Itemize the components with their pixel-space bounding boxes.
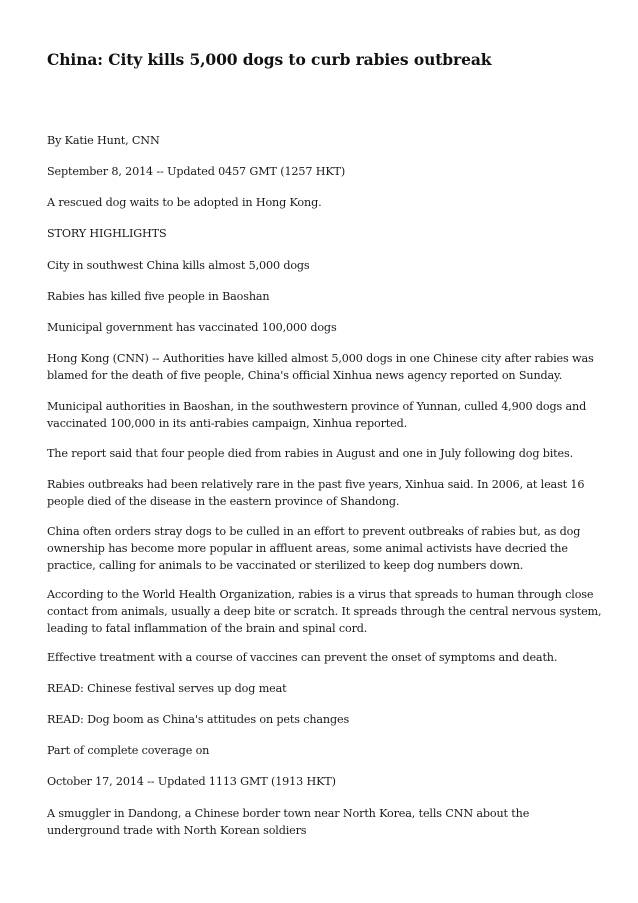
- related-summary: A smuggler in Dandong, a Chinese border town near North Korea, tells CNN about the underground trade with North Korean soldiers: [47, 807, 530, 837]
- body-paragraph: Effective treatment with a course of vaccines can prevent the onset of symptoms and death.: [47, 651, 558, 664]
- article-title: China: City kills 5,000 dogs to curb rabies outbreak: [47, 50, 492, 69]
- body-paragraph: Hong Kong (CNN) -- Authorities have killed almost 5,000 dogs in one Chinese city after rabies was blamed for the death of five people, China's official Xinhua news agency reported on Sunday.: [47, 352, 594, 382]
- body-paragraph: Rabies outbreaks had been relatively rare in the past five years, Xinhua said. In 2006, at least 16 people died of the disease in the eastern province of Shandong.: [47, 478, 585, 508]
- read-link[interactable]: READ: Chinese festival serves up dog meat: [47, 682, 287, 695]
- related-dateline: October 17, 2014 -- Updated 1113 GMT (1913 HKT): [47, 775, 336, 788]
- body-paragraph: China often orders stray dogs to be culled in an effort to prevent outbreaks of rabies but, as dog ownership has become more popular in affluent areas, some animal activists have decried the practice, calling for animals to be vaccinated or sterilized to keep dog numbers down.: [47, 525, 581, 572]
- highlight-item: Municipal government has vaccinated 100,000 dogs: [47, 321, 337, 334]
- body-paragraph: According to the World Health Organization, rabies is a virus that spreads to human through close contact from animals, usually a deep bite or scratch. It spreads through the central nervous system, leading to fatal inflammation of the brain and spinal cord.: [47, 588, 602, 635]
- highlights-heading: STORY HIGHLIGHTS: [47, 227, 167, 240]
- byline: By Katie Hunt, CNN: [47, 134, 160, 147]
- body-paragraph: The report said that four people died from rabies in August and one in July following dog bites.: [47, 447, 573, 460]
- coverage-label: Part of complete coverage on: [47, 744, 210, 757]
- photo-caption: A rescued dog waits to be adopted in Hong Kong.: [47, 196, 322, 209]
- dateline: September 8, 2014 -- Updated 0457 GMT (1257 HKT): [47, 165, 346, 178]
- body-paragraph: Municipal authorities in Baoshan, in the southwestern province of Yunnan, culled 4,900 dogs and vaccinated 100,000 in its anti-rabies campaign, Xinhua reported.: [47, 400, 587, 430]
- highlight-item: City in southwest China kills almost 5,000 dogs: [47, 259, 310, 272]
- highlight-item: Rabies has killed five people in Baoshan: [47, 290, 270, 303]
- read-link[interactable]: READ: Dog boom as China's attitudes on pets changes: [47, 713, 350, 726]
